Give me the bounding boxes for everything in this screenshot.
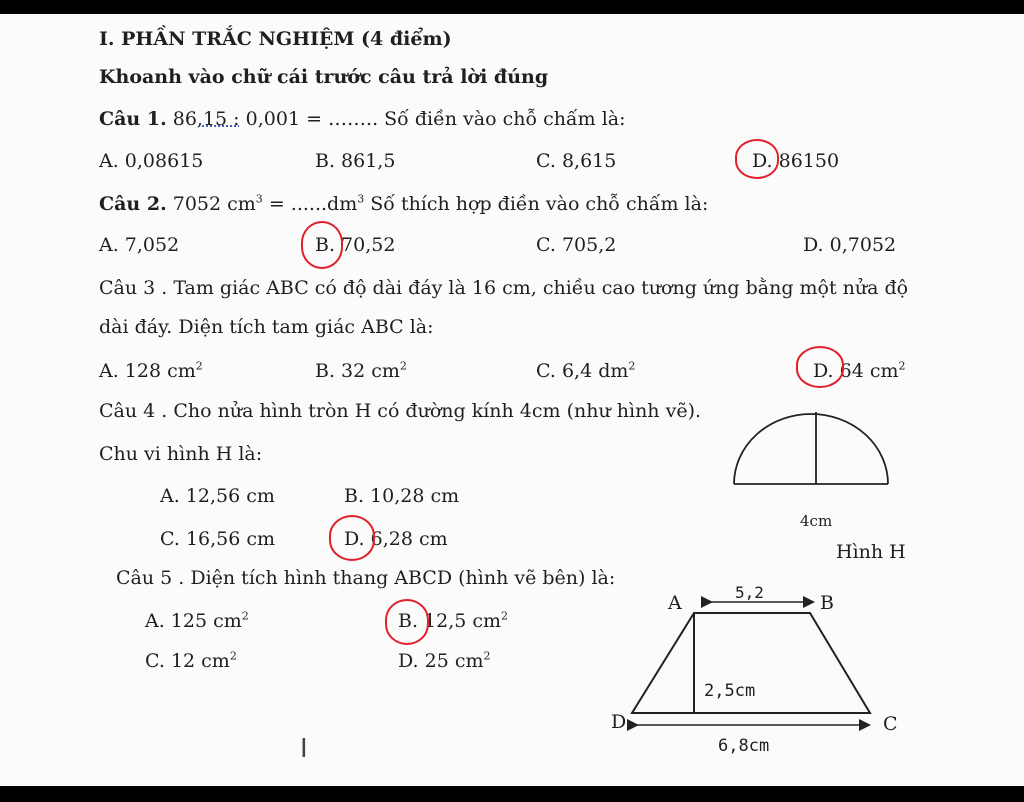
q1-option-d[interactable]: D. 86150 — [752, 150, 840, 172]
q3-option-c-sup: 2 — [628, 359, 636, 373]
q4-option-a[interactable]: A. 12,56 cm — [160, 485, 275, 507]
q5-option-c-text: C. 12 cm — [145, 650, 230, 672]
bottom-base-label: 6,8cm — [718, 736, 770, 756]
q3-option-a[interactable] — [99, 360, 203, 382]
q5-option-d[interactable] — [398, 650, 491, 672]
question-4-line-1: Câu 4 . Cho nửa hình tròn H có đường kính 4cm (như hình vẽ). — [99, 400, 702, 422]
q2-pre: 7052 cm — [166, 193, 256, 215]
top-base-label: 5,2 — [735, 583, 764, 602]
q1-expr-b: 0,001 = …….. Số điền vào chỗ chấm là: — [239, 108, 626, 130]
q4-option-b[interactable]: B. 10,28 cm — [344, 485, 460, 507]
q2-option-a[interactable]: A. 7,052 — [99, 234, 180, 256]
q2-option-c[interactable]: C. 705,2 — [536, 234, 617, 256]
q4-option-d[interactable]: D. 6,28 cm — [344, 528, 448, 550]
q1-option-b[interactable]: B. 861,5 — [315, 150, 396, 172]
vertex-a-label: A — [668, 592, 682, 614]
answer-circle-q4 — [329, 515, 375, 561]
q3-option-a-text: A. 128 cm — [99, 360, 196, 382]
q3-option-c-text: C. 6,4 dm — [536, 360, 629, 382]
q5-option-a-sup: 2 — [241, 609, 249, 623]
q5-option-a[interactable] — [145, 610, 249, 632]
question-3-line-2: dài đáy. Diện tích tam giác ABC là: — [99, 316, 434, 338]
answer-circle-q2 — [301, 221, 343, 269]
section-heading: I. PHẦN TRẮC NGHIỆM (4 điểm) — [99, 28, 452, 50]
vertex-d-label: D — [611, 711, 627, 733]
text-cursor-icon: I — [300, 734, 308, 764]
q5-option-d-sup: 2 — [483, 649, 491, 663]
q3-option-d-text: D. 64 cm — [813, 360, 899, 382]
q5-option-c[interactable] — [145, 650, 237, 672]
q5-option-b-text: B. 12,5 cm — [398, 610, 502, 632]
q2-option-b[interactable]: B. 70,52 — [315, 234, 396, 256]
q1-expr-underlined: 15 : — [202, 108, 240, 130]
answer-circle-q3 — [796, 346, 844, 388]
question-1 — [99, 108, 626, 130]
answer-circle-q5 — [385, 599, 429, 645]
q5-option-d-text: D. 25 cm — [398, 650, 484, 672]
q2-sup-1: 3 — [255, 192, 263, 206]
q2-mid: = ......dm — [262, 193, 358, 215]
q1-option-c[interactable]: C. 8,615 — [536, 150, 617, 172]
q1-option-a[interactable]: A. 0,08615 — [99, 150, 204, 172]
q3-option-a-sup: 2 — [195, 359, 203, 373]
q3-option-b[interactable] — [315, 360, 407, 382]
q3-option-c[interactable] — [536, 360, 635, 382]
q2-option-d[interactable]: D. 0,7052 — [803, 234, 897, 256]
q2-sup-2: 3 — [357, 192, 365, 206]
question-4-line-2: Chu vi hình H là: — [99, 443, 263, 465]
vertex-c-label: C — [883, 713, 898, 735]
question-3-line-1: Câu 3 . Tam giác ABC có độ dài đáy là 16 cm, chiều cao tương ứng bằng một nửa độ — [99, 277, 909, 299]
vertex-b-label: B — [820, 592, 834, 614]
q2-label: Câu 2. — [99, 193, 167, 215]
trapezoid-figure — [600, 580, 900, 760]
question-5: Câu 5 . Diện tích hình thang ABCD (hình vẽ bên) là: — [116, 567, 616, 589]
semicircle-diameter-label: 4cm — [800, 512, 833, 530]
q5-option-b-sup: 2 — [501, 609, 509, 623]
question-2 — [99, 193, 708, 215]
answer-circle-q1 — [735, 139, 779, 179]
q5-option-a-text: A. 125 cm — [145, 610, 242, 632]
q1-expr-a: 86, — [172, 108, 203, 130]
figure-caption-h: Hình H — [836, 541, 906, 563]
q3-option-d-sup: 2 — [898, 359, 906, 373]
semicircle-arc — [734, 414, 888, 484]
q2-post: Số thích hợp điền vào chỗ chấm là: — [364, 193, 709, 215]
q3-option-b-text: B. 32 cm — [315, 360, 400, 382]
q4-option-c[interactable]: C. 16,56 cm — [160, 528, 276, 550]
height-label: 2,5cm — [704, 681, 756, 701]
q1-label: Câu 1. — [99, 108, 167, 130]
instruction: Khoanh vào chữ cái trước câu trả lời đúng — [99, 66, 549, 88]
semicircle-figure — [720, 400, 900, 500]
q3-option-b-sup: 2 — [399, 359, 407, 373]
q5-option-c-sup: 2 — [229, 649, 237, 663]
